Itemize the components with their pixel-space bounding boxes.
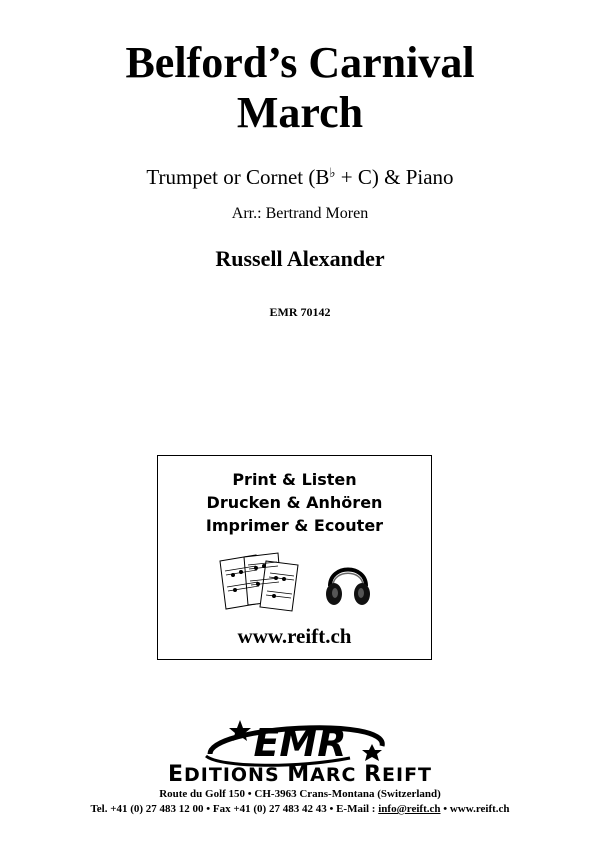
contact-phone-fax: Tel. +41 (0) 27 483 12 00 • Fax +41 (0) 27 483 42 43 • E-Mail : — [90, 803, 379, 815]
publisher-address: Route du Golf 150 • CH-3963 Crans-Montana (Switzerland) — [159, 788, 441, 800]
publisher-name — [0, 762, 600, 787]
emr-logo-letters: EMR — [253, 721, 347, 765]
catalog-number: EMR 70142 — [269, 305, 331, 319]
arranger: Arr.: Bertrand Moren — [231, 205, 369, 222]
instrumentation-text-b: + C) & Piano — [335, 165, 454, 189]
publisher-r: R — [364, 762, 383, 787]
title-line-2: March — [236, 88, 364, 137]
instrumentation — [0, 160, 600, 190]
contact-email-link[interactable]: info@reift.ch — [378, 803, 441, 815]
publisher-contact — [0, 802, 600, 816]
contact-website: • www.reift.ch — [440, 803, 510, 815]
flat-sign: ♭ — [329, 165, 336, 180]
publisher-eift: EIFT — [382, 764, 433, 786]
publisher-m: M — [287, 762, 311, 787]
promo-line-3: Imprimer & Ecouter — [205, 516, 384, 535]
publisher-arc: ARC — [310, 764, 357, 786]
sheet-music-icon — [216, 551, 304, 613]
headphones-icon — [324, 556, 372, 608]
promo-line-2: Drucken & Anhören — [206, 493, 383, 512]
promo-line-1: Print & Listen — [232, 470, 357, 489]
star-icon — [362, 744, 382, 761]
title-line-1: Belford’s Carnival — [125, 38, 475, 87]
promo-website[interactable]: www.reift.ch — [237, 624, 352, 648]
promo-text — [158, 468, 431, 537]
publisher-ditions: DITIONS — [184, 764, 280, 786]
composer: Russell Alexander — [215, 246, 385, 271]
page-title — [0, 38, 600, 138]
publisher-e: E — [167, 762, 185, 787]
instrumentation-text-a: Trumpet or Cornet (B — [146, 165, 330, 189]
print-listen-box — [157, 455, 432, 660]
